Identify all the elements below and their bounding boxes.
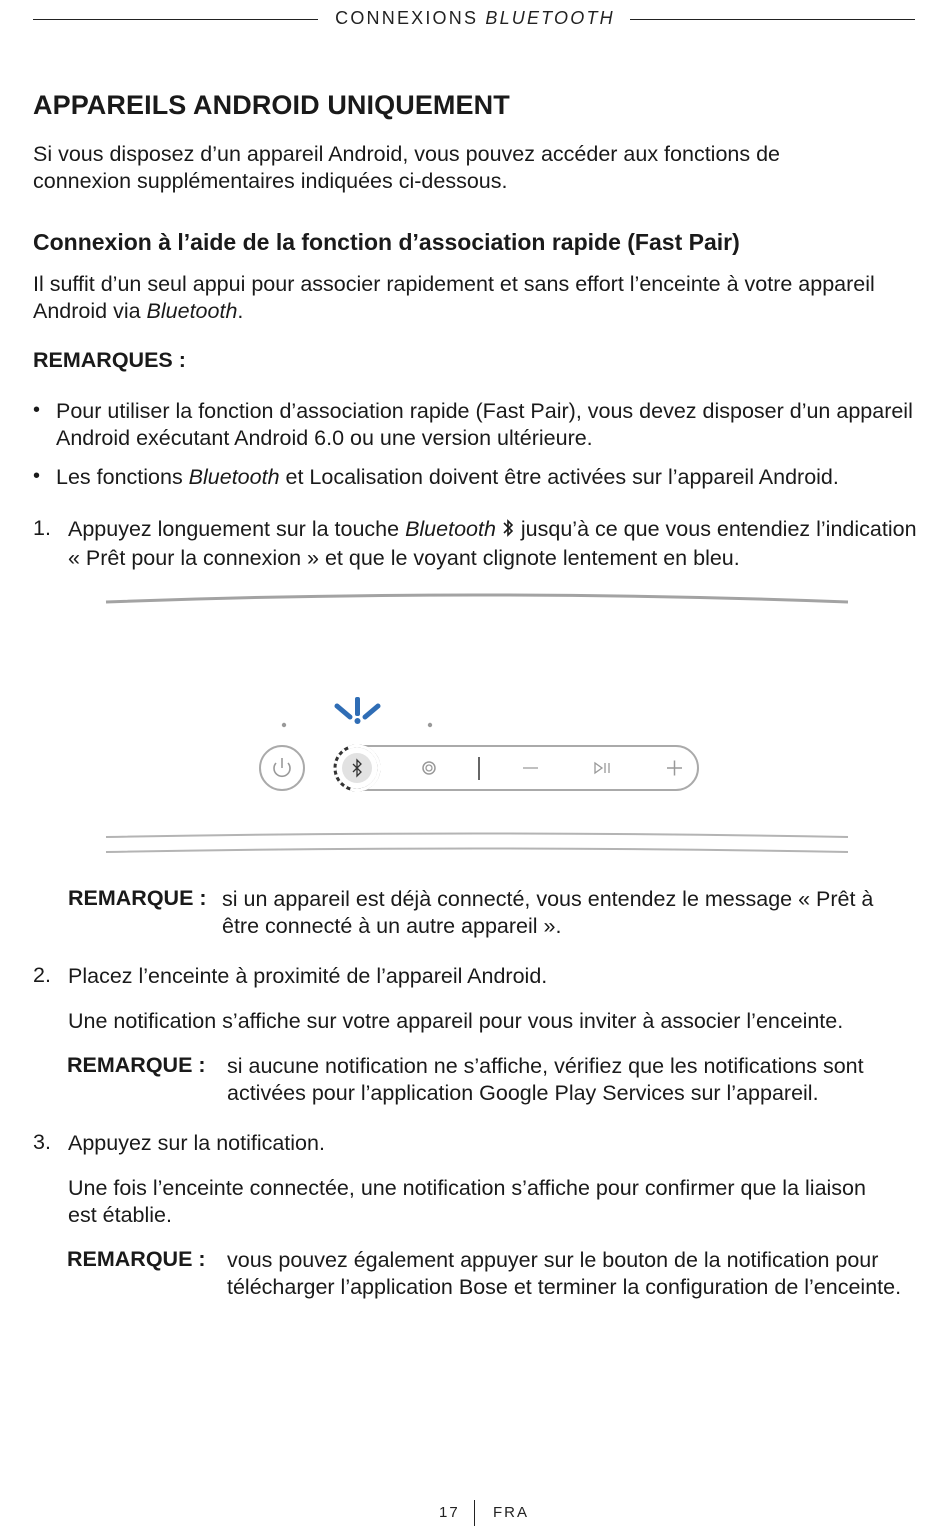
section-intro: Si vous disposez d’un appareil Android, vous pouvez accéder aux fonctions de connexion supplémentaires indiquées ci-dessous. (33, 142, 780, 193)
note-label: REMARQUE : (67, 1247, 206, 1271)
remark-bullet-2-text: Les fonctions (56, 465, 189, 489)
page-number: 17 (439, 1504, 460, 1521)
step-number: 1. (33, 516, 51, 540)
remark-bullet-2 (56, 464, 936, 491)
subsection-intro (33, 271, 883, 325)
footer-divider (474, 1500, 475, 1526)
note-label: REMARQUE : (67, 1053, 206, 1077)
step-number: 3. (33, 1130, 51, 1154)
step-number: 2. (33, 963, 51, 987)
step-1-note: si un appareil est déjà connecté, vous entendez le message « Prêt à être connecté à un autre appareil ». (222, 887, 874, 938)
step-3-followup: Une fois l’enceinte connectée, une notification s’affiche pour confirmer que la liaison est établie. (68, 1176, 866, 1227)
step-3-text: Appuyez sur la notification. (68, 1131, 325, 1155)
speaker-bottom-edge (106, 834, 848, 838)
bullet-dot: • (33, 399, 41, 421)
step-1-italic: Bluetooth (405, 517, 496, 541)
subsection-intro-end: . (237, 299, 244, 323)
control-bar (335, 746, 698, 790)
remarks-heading: REMARQUES : (33, 348, 186, 372)
speaker-illustration (100, 590, 855, 860)
indicator-dot (428, 723, 432, 727)
step-2-followup: Une notification s’affiche sur votre appareil pour vous inviter à associer l’enceinte. (68, 1009, 844, 1033)
indicator-dot (282, 723, 286, 727)
subsection-intro-text: Il suffit d’un seul appui pour associer rapidement et sans effort l’enceinte à votre appareil Android via (33, 272, 875, 323)
subsection-intro-italic: Bluetooth (146, 299, 238, 323)
remark-bullet-1: Pour utiliser la fonction d’association rapide (Fast Pair), vous devez disposer d’un appareil Android exécutant Android 6.0 ou une version ultérieure. (56, 399, 913, 450)
running-header (0, 8, 950, 29)
remark-bullet-2-end: et Localisation doivent être activées sur l’appareil Android. (279, 465, 839, 489)
subsection-title: Connexion à l’aide de la fonction d’association rapide (Fast Pair) (33, 229, 740, 255)
remark-bullet-2-italic: Bluetooth (188, 465, 280, 489)
section-title: APPAREILS ANDROID UNIQUEMENT (33, 90, 510, 120)
power-icon (260, 746, 304, 790)
header-title-plain: CONNEXIONS (335, 8, 486, 28)
note-label: REMARQUE : (68, 886, 207, 910)
step-1-text-start: Appuyez longuement sur la touche (68, 517, 406, 541)
speaker-top-edge (106, 595, 848, 602)
step-3-note: vous pouvez également appuyer sur le bouton de la notification pour télécharger l’application Bose et terminer la configuration de l’enceinte. (227, 1248, 902, 1299)
step-2-text: Placez l’enceinte à proximité de l’appareil Android. (68, 964, 548, 988)
bullet-dot: • (33, 465, 41, 487)
step-1-text (68, 516, 928, 572)
blinking-led-icon (337, 697, 378, 724)
step-1-text-end: jusqu’à ce que vous entendiez l’indication « Prêt pour la connexion » et que le voyant clignote lentement en bleu. (68, 517, 917, 570)
bluetooth-icon (501, 518, 515, 545)
step-2-note: si aucune notification ne s’affiche, vérifiez que les notifications sont activées pour l’application Google Play Services sur l’appareil. (227, 1054, 864, 1105)
speaker-bottom-edge (106, 849, 848, 853)
language-code: FRA (493, 1504, 529, 1521)
header-title-italic: BLUETOOTH (485, 8, 615, 28)
